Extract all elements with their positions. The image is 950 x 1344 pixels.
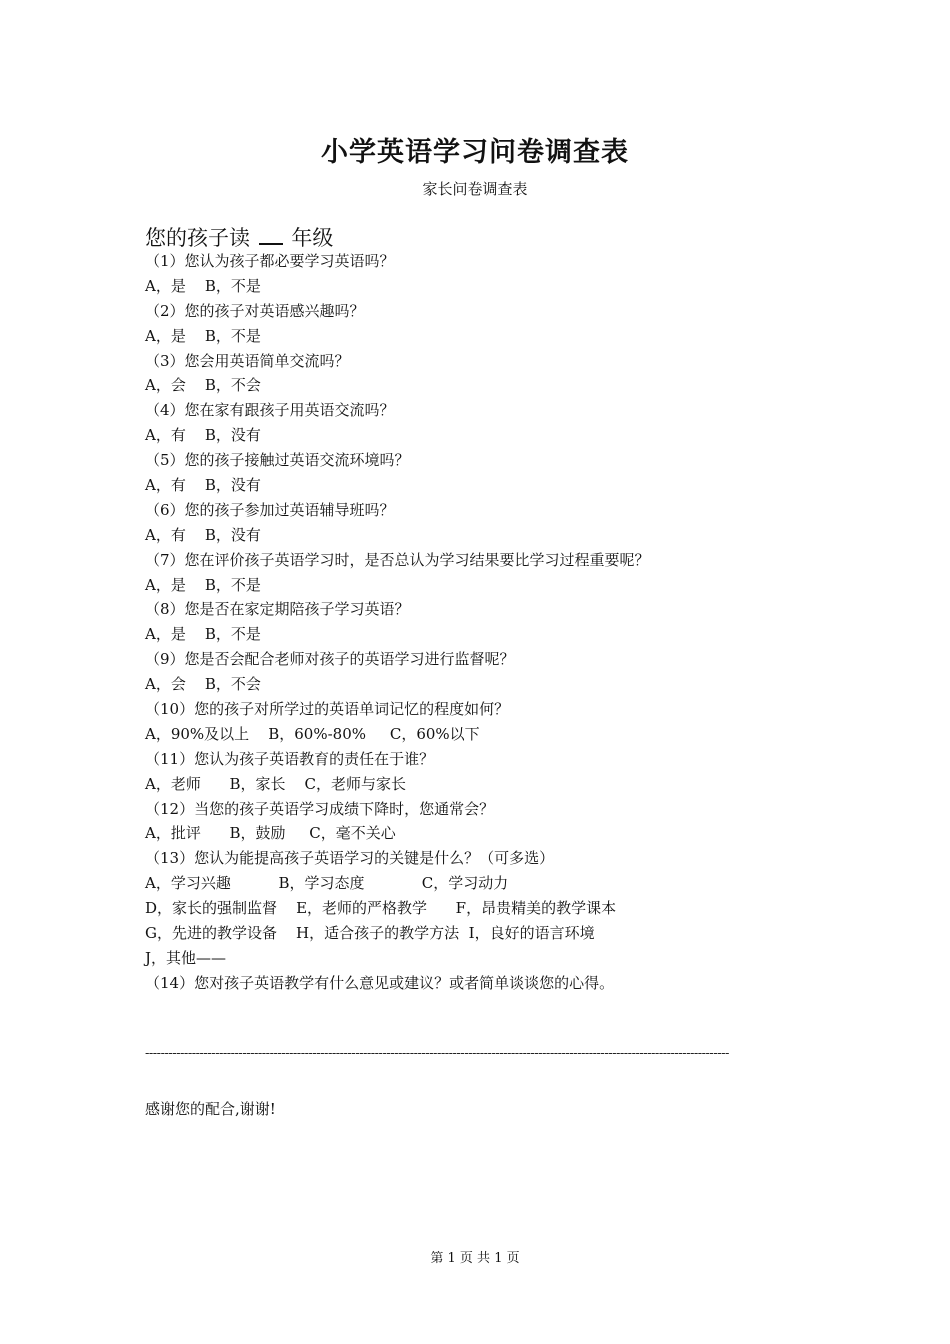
question-line: （12）当您的孩子英语学习成绩下降时，您通常会？ (145, 799, 495, 818)
question-line: （13）您认为能提高孩子英语学习的关键是什么？（可多选） (145, 849, 555, 868)
answer-line: A，有 B，没有 (145, 525, 261, 544)
grade-suffix: 年级 (291, 226, 334, 250)
question-line: （5）您的孩子接触过英语交流环境吗？ (145, 451, 410, 470)
document-title: 小学英语学习问卷调查表 (321, 137, 629, 168)
answer-line: A，批评 B，鼓励 C，毫不关心 (145, 824, 396, 843)
dashed-divider: ------------------------------------------------------------------------------------------------------------------------------------------------------ (145, 1046, 729, 1061)
question-line: （1）您认为孩子都必要学习英语吗？ (145, 252, 395, 270)
thanks-text: 感谢您的配合,谢谢! (145, 1100, 276, 1118)
answer-line: J，其他—— (145, 948, 227, 967)
answer-line: A，会 B，不会 (145, 376, 261, 395)
question-line: （7）您在评价孩子英语学习时，是否总认为学习结果要比学习过程重要呢？ (145, 550, 650, 569)
question-line: （3）您会用英语简单交流吗？ (145, 351, 350, 370)
question-line: （4）您在家有跟孩子用英语交流吗？ (145, 401, 395, 420)
answer-line: A，学习兴趣 B，学习态度 C，学习动力 (145, 874, 509, 893)
grade-blank (259, 225, 283, 245)
question-list (145, 249, 845, 996)
question-line: （8）您是否在家定期陪孩子学习英语？ (145, 600, 410, 619)
document-subtitle: 家长问卷调查表 (422, 180, 528, 198)
grade-prefix: 您的孩子读 (145, 226, 250, 250)
question-line: （2）您的孩子对英语感兴趣吗？ (145, 301, 365, 320)
answer-line: A，90%及以上 B，60%-80% C，60%以下 (145, 724, 480, 743)
grade-line (145, 222, 333, 252)
page-footer: 第 1 页 共 1 页 (430, 1251, 520, 1266)
answer-line: A，是 B，不是 (145, 276, 261, 295)
answer-line: A，是 B，不是 (145, 625, 261, 644)
answer-line: A，有 B，没有 (145, 426, 261, 445)
question-line: （9）您是否会配合老师对孩子的英语学习进行监督呢？ (145, 650, 515, 669)
question-line: （6）您的孩子参加过英语辅导班吗？ (145, 500, 395, 519)
question-line: （11）您认为孩子英语教育的责任在于谁？ (145, 749, 435, 768)
answer-line: D，家长的强制监督 E，老师的严格教学 F，昂贵精美的教学课本 (145, 899, 617, 918)
answer-line: G，先进的教学设备 H，适合孩子的教学方法 I，良好的语言环境 (145, 924, 595, 943)
question-line: （10）您的孩子对所学过的英语单词记忆的程度如何？ (145, 700, 510, 719)
answer-line: A，有 B，没有 (145, 476, 261, 495)
answer-line: A，老师 B，家长 C，老师与家长 (145, 774, 407, 793)
answer-line: A，是 B，不是 (145, 575, 261, 594)
question-line: （14）您对孩子英语教学有什么意见或建议？或者简单谈谈您的心得。 (145, 973, 615, 992)
answer-line: A，会 B，不会 (145, 675, 261, 694)
answer-line: A，是 B，不是 (145, 326, 261, 345)
